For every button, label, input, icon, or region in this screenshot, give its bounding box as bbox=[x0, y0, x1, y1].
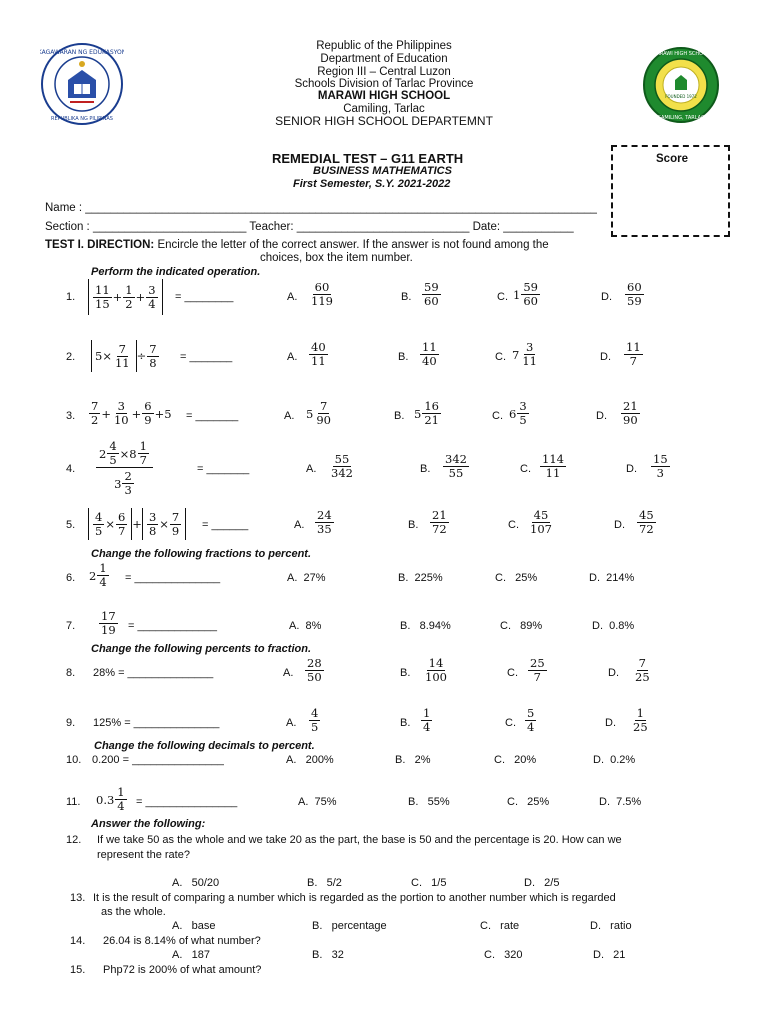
direction-text-cont: choices, box the item number. bbox=[260, 252, 413, 264]
item-number: 12. bbox=[66, 834, 82, 846]
choice-a[interactable]: A. 187 bbox=[172, 949, 210, 961]
section-heading-operations: Perform the indicated operation. bbox=[91, 266, 261, 278]
choice-d[interactable]: D. ratio bbox=[590, 920, 632, 932]
choice-c[interactable]: C. 320 bbox=[484, 949, 523, 961]
question-12-text: If we take 50 as the whole and we take 20 as the part, the base is 50 and the percentage is 20. How can we bbox=[97, 834, 622, 846]
choice-a[interactable]: 5 7 90 bbox=[306, 399, 331, 427]
choice-letter[interactable]: A. bbox=[284, 410, 295, 422]
choice-a[interactable]: $\frac{24}{35}$ bbox=[317, 508, 332, 536]
choice-letter[interactable]: B. bbox=[408, 519, 419, 531]
choice-letter[interactable]: C. bbox=[497, 291, 508, 303]
choice-a[interactable]: A. 27% bbox=[287, 572, 326, 584]
q2-expression: 5 × $\frac{7}{11}$ ÷ $\frac{7}{8}$ bbox=[91, 340, 160, 372]
choice-b[interactable]: B. 8.94% bbox=[400, 620, 451, 632]
choice-d[interactable]: D. 214% bbox=[589, 572, 635, 584]
q7-expression: $\frac{17}{19}$ bbox=[101, 609, 116, 637]
answer-blank[interactable]: = _______________ bbox=[136, 796, 238, 808]
section-heading-decimal-percent: Change the following decimals to percent. bbox=[94, 740, 315, 752]
section-heading-percent-fraction: Change the following percents to fraction. bbox=[91, 643, 312, 655]
svg-text:FOUNDED 1972: FOUNDED 1972 bbox=[665, 94, 697, 99]
choice-d[interactable]: $\frac{45}{72}$ bbox=[639, 508, 654, 536]
choice-letter[interactable]: C. bbox=[508, 519, 519, 531]
choice-a[interactable]: A. 75% bbox=[298, 796, 337, 808]
test-title: REMEDIAL TEST – G11 EARTH bbox=[272, 151, 464, 166]
score-box bbox=[611, 145, 730, 237]
choice-d[interactable]: D. 0.8% bbox=[592, 620, 635, 632]
answer-blank[interactable]: = ______________ bbox=[125, 572, 221, 584]
choice-c[interactable]: 6 3 5 bbox=[509, 399, 527, 427]
question-13-text: It is the result of comparing a number which is regarded as the portion to another number which is regarded bbox=[93, 892, 616, 904]
choice-d[interactable]: $\frac{60}{59}$ bbox=[627, 280, 642, 308]
score-label: Score bbox=[656, 153, 688, 165]
section-heading-fraction-percent: Change the following fractions to percent. bbox=[91, 548, 312, 560]
question-15-text: Php72 is 200% of what amount? bbox=[103, 964, 262, 976]
choice-c[interactable]: C. rate bbox=[480, 920, 520, 932]
item-number: 3. bbox=[66, 410, 76, 422]
fraction: 11 15 bbox=[95, 282, 110, 311]
choice-letter[interactable]: D. bbox=[605, 717, 616, 729]
header-republic: Republic of the Philippines bbox=[316, 40, 452, 52]
subject-title: BUSINESS MATHEMATICS bbox=[313, 165, 452, 177]
choice-d[interactable]: $\frac{15}{3}$ bbox=[653, 452, 668, 480]
choice-c[interactable]: $\frac{25}{7}$ bbox=[530, 656, 545, 684]
item-number: 2. bbox=[66, 351, 76, 363]
choice-letter[interactable]: A. bbox=[287, 291, 298, 303]
choice-b[interactable]: B. 225% bbox=[398, 572, 443, 584]
choice-c[interactable]: C. 25% bbox=[507, 796, 550, 808]
header-town: Camiling, Tarlac bbox=[343, 103, 425, 115]
choice-c[interactable]: C. 89% bbox=[500, 620, 543, 632]
answer-blank[interactable]: = _______ bbox=[180, 351, 233, 363]
choice-letter[interactable]: C. bbox=[507, 667, 518, 679]
item-number: 8. bbox=[66, 667, 76, 679]
svg-text:KAGAWARAN NG EDUKASYON: KAGAWARAN NG EDUKASYON bbox=[40, 49, 124, 56]
answer-blank[interactable]: = _______ bbox=[197, 463, 250, 475]
answer-blank[interactable]: 125% = ______________ bbox=[93, 717, 220, 729]
choice-letter[interactable]: D. bbox=[600, 351, 611, 363]
section-heading-answer: Answer the following: bbox=[91, 818, 206, 830]
choice-c[interactable]: C. 1/5 bbox=[411, 877, 447, 889]
item-number: 1. bbox=[66, 291, 76, 303]
choice-d[interactable]: $\frac{1}{25}$ bbox=[633, 706, 648, 734]
item-number: 15. bbox=[70, 964, 86, 976]
answer-blank[interactable]: = _____________ bbox=[128, 620, 218, 632]
item-number: 7. bbox=[66, 620, 76, 632]
q1-expression: 11 15 + $\frac{1}{2}$ + $\frac{3}{4}$ bbox=[88, 279, 163, 315]
choice-letter[interactable]: A. bbox=[287, 351, 298, 363]
choice-b[interactable]: $\frac{11}{40}$ bbox=[422, 340, 437, 368]
choice-c[interactable]: 1 59 60 bbox=[513, 280, 538, 308]
choice-letter[interactable]: B. bbox=[420, 463, 431, 475]
direction-label: TEST I. DIRECTION: bbox=[45, 239, 155, 251]
choice-b[interactable]: $\frac{59}{60}$ bbox=[424, 280, 439, 308]
choice-c[interactable]: 7 3 11 bbox=[512, 340, 537, 368]
choice-b[interactable]: B. percentage bbox=[312, 920, 387, 932]
direction-line bbox=[45, 239, 549, 251]
item-number: 5. bbox=[66, 519, 76, 531]
choice-letter[interactable]: D. bbox=[596, 410, 607, 422]
item-number: 9. bbox=[66, 717, 76, 729]
choice-letter[interactable]: C. bbox=[495, 351, 506, 363]
choice-c[interactable]: C. 20% bbox=[494, 754, 537, 766]
svg-text:CAMILING, TARLAC: CAMILING, TARLAC bbox=[657, 115, 705, 121]
name-field[interactable]: Name : ________________________________________________________________________________ bbox=[45, 202, 597, 214]
svg-text:MARAWI HIGH SCHOOL: MARAWI HIGH SCHOOL bbox=[652, 51, 710, 57]
choice-letter[interactable]: B. bbox=[400, 717, 411, 729]
choice-letter[interactable]: B. bbox=[401, 291, 412, 303]
choice-b[interactable]: $\frac{1}{4}$ bbox=[423, 706, 431, 734]
choice-a[interactable]: A. 200% bbox=[286, 754, 334, 766]
choice-a[interactable]: $\frac{60}{119}$ bbox=[311, 280, 333, 308]
choice-letter[interactable]: A. bbox=[294, 519, 305, 531]
q6-expression: 2 1 4 bbox=[89, 561, 107, 589]
choice-d[interactable]: D. 0.2% bbox=[593, 754, 636, 766]
fraction: $\frac{3}{4}$ bbox=[148, 282, 156, 311]
choice-b[interactable]: $\frac{21}{72}$ bbox=[432, 508, 447, 536]
choice-d[interactable]: D. 7.5% bbox=[599, 796, 642, 808]
semester-title: First Semester, S.Y. 2021-2022 bbox=[293, 178, 451, 190]
choice-a[interactable]: $\frac{55}{342}$ bbox=[331, 452, 353, 480]
question-13-text-cont: as the whole. bbox=[101, 906, 166, 918]
choice-c[interactable]: $\frac{5}{4}$ bbox=[527, 706, 535, 734]
choice-letter[interactable]: C. bbox=[505, 717, 516, 729]
choice-a[interactable]: $\frac{28}{50}$ bbox=[307, 656, 322, 684]
item-number: 13. bbox=[70, 892, 86, 904]
choice-b[interactable]: $\frac{14}{100}$ bbox=[425, 656, 447, 684]
choice-letter[interactable]: A. bbox=[306, 463, 317, 475]
choice-letter[interactable]: A. bbox=[286, 717, 297, 729]
choice-letter[interactable]: C. bbox=[520, 463, 531, 475]
choice-b[interactable]: B. 55% bbox=[408, 796, 450, 808]
choice-c[interactable]: C. 25% bbox=[495, 572, 538, 584]
item-number: 11. bbox=[66, 796, 81, 808]
header-dept: SENIOR HIGH SCHOOL DEPARTEMNT bbox=[275, 114, 493, 128]
q4-expression: 2 4 5 × 8 1 7 3 2 3 bbox=[96, 440, 153, 497]
q5-expression: $\frac{4}{5}$ × $\frac{6}{7}$ + $\frac{3}{8}$ × $\frac{7}{9}$ bbox=[88, 508, 186, 540]
choice-a[interactable]: $\frac{4}{5}$ bbox=[311, 706, 319, 734]
choice-b[interactable]: 5 16 21 bbox=[414, 399, 439, 427]
question-14-text: 26.04 is 8.14% of what number? bbox=[103, 935, 261, 947]
choice-a[interactable]: $\frac{40}{11}$ bbox=[311, 340, 326, 368]
header-department: Department of Education bbox=[320, 53, 448, 65]
direction-text: Encircle the letter of the correct answer. If the answer is not found among the bbox=[154, 239, 549, 251]
choice-c[interactable]: $\frac{114}{11}$ bbox=[542, 452, 564, 480]
choice-d[interactable]: D. 2/5 bbox=[524, 877, 560, 889]
choice-letter[interactable]: D. bbox=[626, 463, 637, 475]
choice-b[interactable]: B. 2% bbox=[395, 754, 431, 766]
q11-expression: 0.3 1 4 bbox=[96, 785, 125, 813]
choice-b[interactable]: B. 5/2 bbox=[307, 877, 342, 889]
choice-letter[interactable]: B. bbox=[400, 667, 411, 679]
fraction: $\frac{1}{2}$ bbox=[125, 282, 133, 311]
section-teacher-date-field[interactable]: Section : ________________________ Teacher: ___________________________ Date: ___________ bbox=[45, 221, 574, 233]
choice-b[interactable]: B. 32 bbox=[312, 949, 344, 961]
question-12-text-cont: represent the rate? bbox=[97, 849, 190, 861]
choice-a[interactable]: A. 50/20 bbox=[172, 877, 220, 889]
choice-letter[interactable]: A. bbox=[283, 667, 294, 679]
choice-d[interactable]: $\frac{21}{90}$ bbox=[623, 399, 638, 427]
answer-blank[interactable]: = ________ bbox=[175, 291, 234, 303]
choice-letter[interactable]: D. bbox=[608, 667, 619, 679]
choice-b[interactable]: $\frac{342}{55}$ bbox=[445, 452, 467, 480]
header-division: Schools Division of Tarlac Province bbox=[294, 78, 474, 90]
choice-a[interactable]: A. base bbox=[172, 920, 216, 932]
choice-letter[interactable]: B. bbox=[398, 351, 409, 363]
q3-expression: 7 2 + $\frac{3}{10}$ + $\frac{6}{9}$ +5 bbox=[91, 399, 172, 427]
header-school: MARAWI HIGH SCHOOL bbox=[317, 90, 451, 102]
choice-letter[interactable]: C. bbox=[492, 410, 503, 422]
choice-d[interactable]: $\frac{11}{7}$ bbox=[626, 340, 641, 368]
choice-a[interactable]: A. 8% bbox=[289, 620, 322, 632]
item-number: 6. bbox=[66, 572, 76, 584]
answer-blank[interactable]: 0.200 = _______________ bbox=[92, 754, 224, 766]
item-number: 14. bbox=[70, 935, 86, 947]
choice-letter[interactable]: D. bbox=[601, 291, 612, 303]
choice-d[interactable]: D. 21 bbox=[593, 949, 626, 961]
header-region: Region III – Central Luzon bbox=[317, 66, 451, 78]
item-number: 4. bbox=[66, 463, 76, 475]
answer-blank[interactable]: = ______ bbox=[202, 519, 249, 531]
answer-blank[interactable]: 28% = ______________ bbox=[93, 667, 214, 679]
svg-text:REPUBLIKA NG PILIPINAS: REPUBLIKA NG PILIPINAS bbox=[51, 116, 113, 122]
choice-d[interactable]: $\frac{7}{25}$ bbox=[635, 656, 650, 684]
choice-letter[interactable]: D. bbox=[614, 519, 625, 531]
choice-c[interactable]: $\frac{45}{107}$ bbox=[530, 508, 552, 536]
choice-letter[interactable]: B. bbox=[394, 410, 405, 422]
answer-blank[interactable]: = _______ bbox=[186, 410, 239, 422]
item-number: 10. bbox=[66, 754, 82, 766]
